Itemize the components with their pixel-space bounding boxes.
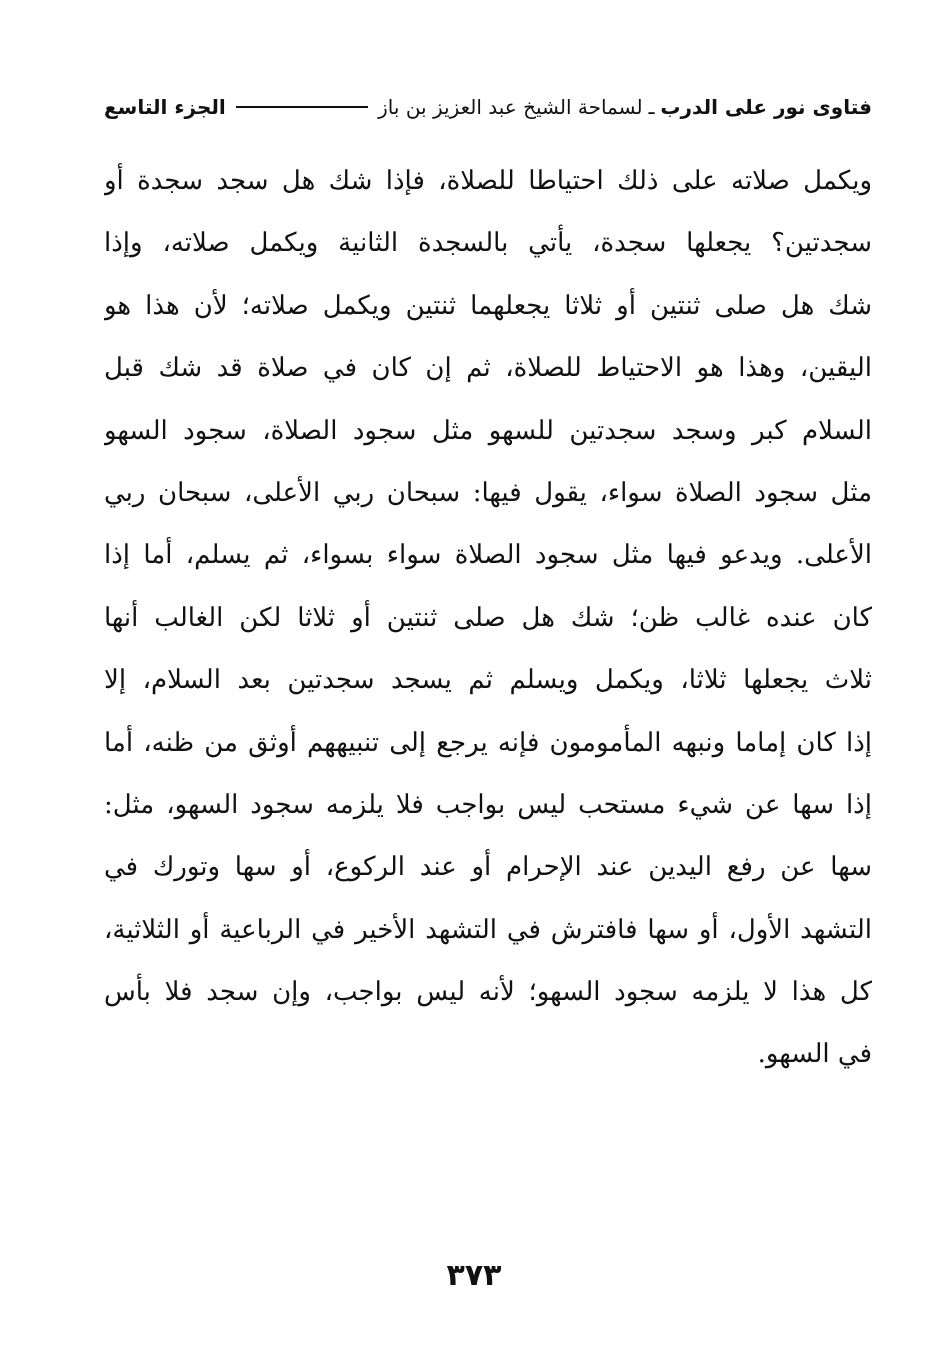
- author-name: لسماحة الشيخ عبد العزيز بن باز: [378, 95, 643, 119]
- text-line: مثل سجود الصلاة سواء، يقول فيها: سبحان ربي الأعلى، سبحان ربي: [104, 477, 872, 508]
- text-line: إذا سها عن شيء مستحب ليس بواجب فلا يلزمه سجود السهو، مثل:: [104, 789, 872, 820]
- text-line: اليقين، وهذا هو الاحتياط للصلاة، ثم إن كان في صلاة قد شك قبل: [104, 353, 872, 384]
- text-line: ويكمل صلاته على ذلك احتياطا للصلاة، فإذا شك هل سجد سجدة أو: [104, 166, 872, 196]
- text-line: الأعلى. ويدعو فيها مثل سجود الصلاة سواء بسواء، ثم يسلم، أما إذا: [104, 540, 872, 571]
- text-line: سجدتين؟ يجعلها سجدة، يأتي بالسجدة الثانية ويكمل صلاته، وإذا: [104, 228, 872, 259]
- text-line: التشهد الأول، أو سها فافترش في التشهد الأخير في الرباعية أو الثلاثية،: [104, 914, 872, 945]
- text-line: كان عنده غالب ظن؛ شك هل صلى ثنتين أو ثلاثا لكن الغالب أنها: [104, 602, 872, 633]
- header-separator: ـ: [648, 95, 655, 119]
- text-line: ثلاث يجعلها ثلاثا، ويكمل ويسلم ثم يسجد سجدتين بعد السلام، إلا: [104, 665, 872, 696]
- text-line: إذا كان إماما ونبهه المأمومون فإنه يرجع إلى تنبيههم أوثق من ظنه، أما: [104, 727, 872, 758]
- running-header: [104, 92, 872, 122]
- text-line: السلام كبر وسجد سجدتين للسهو مثل سجود الصلاة، سجود السهو: [104, 415, 872, 446]
- text-line: في السهو.: [757, 1039, 872, 1070]
- volume-label: الجزء التاسع: [104, 95, 226, 119]
- text-line: كل هذا لا يلزمه سجود السهو؛ لأنه ليس بواجب، وإن سجد فلا بأس: [104, 977, 872, 1008]
- text-line: شك هل صلى ثنتين أو ثلاثا يجعلهما ثنتين ويكمل صلاته؛ لأن هذا هو: [104, 290, 872, 321]
- header-rule: [236, 106, 368, 108]
- page-number: ٣٧٣: [446, 1258, 502, 1293]
- book-title: فتاوى نور على الدرب: [660, 95, 872, 119]
- fatwa-body-text: [104, 150, 872, 1086]
- text-line: سها عن رفع اليدين عند الإحرام أو عند الركوع، أو سها وتورك في: [104, 852, 872, 883]
